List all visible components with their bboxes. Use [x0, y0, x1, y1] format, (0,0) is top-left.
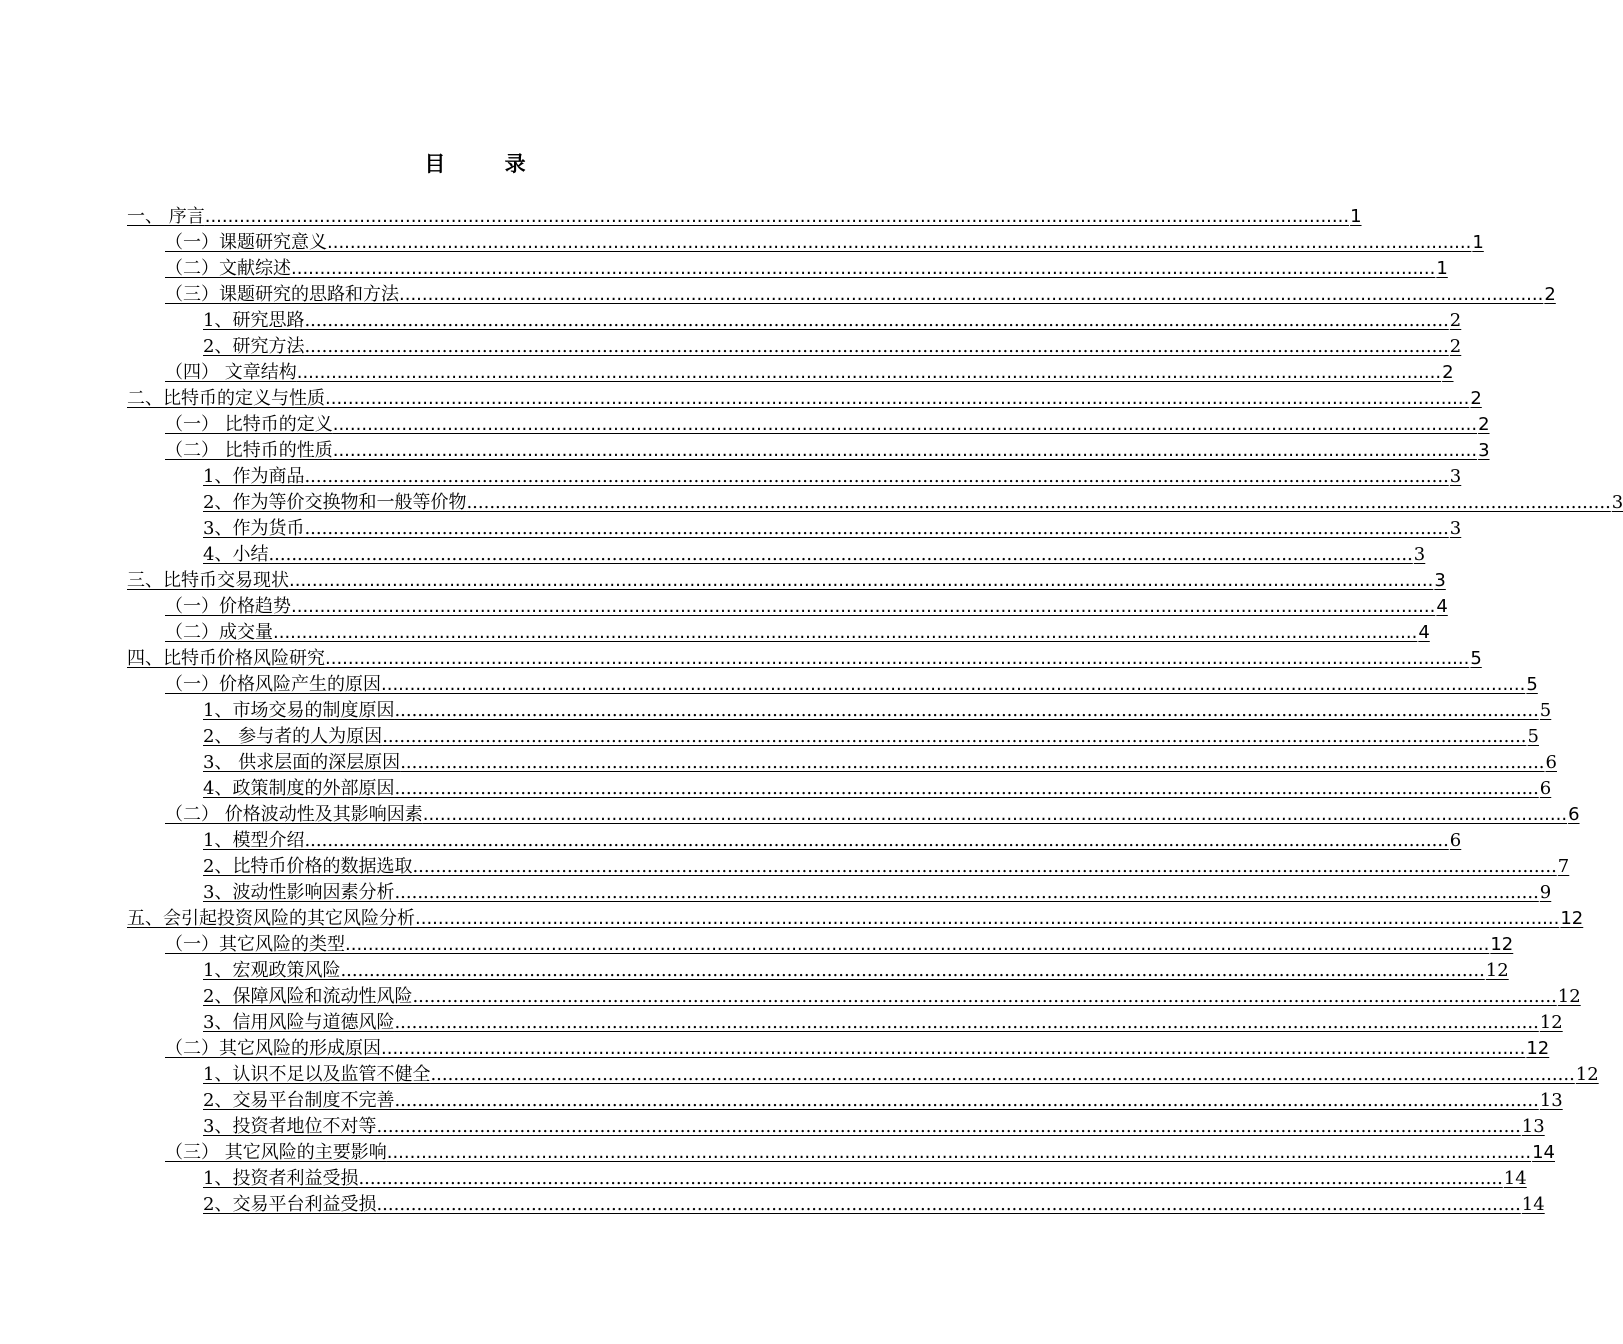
toc-entry-label: 3、投资者地位不对等 — [203, 1116, 377, 1137]
toc-entry-page-number: 1 — [1436, 258, 1448, 279]
toc-entry[interactable] — [203, 542, 1426, 568]
toc-entry[interactable] — [203, 308, 1462, 334]
toc-dot-leader: ........................................................................................................................................................................................................ — [412, 986, 1557, 1007]
toc-dot-leader: ........................................................................................................................................................................................................ — [394, 882, 1539, 903]
toc-entry[interactable] — [165, 438, 1490, 464]
toc-dot-leader: ........................................................................................................................................................................................................ — [340, 960, 1485, 981]
toc-dot-leader: ........................................................................................................................................................................................................ — [332, 414, 1478, 435]
toc-dot-leader: ........................................................................................................................................................................................................ — [304, 466, 1449, 487]
toc-entry[interactable] — [165, 282, 1556, 308]
toc-entry[interactable] — [127, 568, 1446, 594]
toc-dot-leader: ........................................................................................................................................................................................................ — [304, 310, 1449, 331]
toc-entry[interactable] — [203, 698, 1552, 724]
toc-dot-leader: ........................................................................................................................................................................................................ — [325, 388, 1470, 409]
toc-entry-label: 3、 供求层面的深层原因 — [203, 752, 401, 773]
toc-entry[interactable] — [203, 516, 1462, 542]
toc-entry[interactable] — [203, 334, 1462, 360]
toc-entry[interactable] — [203, 854, 1570, 880]
toc-dot-leader: ........................................................................................................................................................................................................ — [394, 778, 1539, 799]
toc-entry-page-number: 1 — [1472, 232, 1484, 253]
toc-entry[interactable] — [203, 1062, 1599, 1088]
toc-entry-page-number: 14 — [1503, 1168, 1527, 1189]
toc-entry[interactable] — [165, 932, 1514, 958]
toc-dot-leader: ........................................................................................................................................................................................................ — [381, 674, 1526, 695]
toc-dot-leader: ........................................................................................................................................................................................................ — [268, 544, 1413, 565]
toc-dot-leader: ........................................................................................................................................................................................................ — [394, 1012, 1539, 1033]
toc-entry-label: 2、比特币价格的数据选取 — [203, 856, 413, 877]
toc-dot-leader: ........................................................................................................................................................................................................ — [273, 622, 1418, 643]
toc-entry-page-number: 6 — [1545, 752, 1557, 773]
toc-entry-label: 1、宏观政策风险 — [203, 960, 341, 981]
toc-entry-page-number: 3 — [1434, 570, 1446, 591]
toc-entry-page-number: 2 — [1470, 388, 1482, 409]
toc-entry[interactable] — [203, 464, 1462, 490]
toc-entry-page-number: 5 — [1526, 674, 1538, 695]
toc-entry[interactable] — [165, 620, 1430, 646]
toc-entry[interactable] — [203, 1010, 1563, 1036]
toc-entry[interactable] — [203, 1114, 1545, 1140]
toc-entry-page-number: 3 — [1449, 518, 1462, 539]
toc-entry-label: 4、政策制度的外部原因 — [203, 778, 395, 799]
toc-entry-label: 1、作为商品 — [203, 466, 305, 487]
toc-entry-label: 3、波动性影响因素分析 — [203, 882, 395, 903]
toc-entry[interactable] — [203, 750, 1557, 776]
toc-entry-page-number: 1 — [1350, 206, 1362, 227]
toc-entry-page-number: 9 — [1539, 882, 1552, 903]
toc-entry-label: 2、作为等价交换物和一般等价物 — [203, 492, 467, 513]
toc-entry-label: 五、会引起投资风险的其它风险分析 — [127, 908, 415, 929]
toc-dot-leader: ........................................................................................................................................................................................................ — [422, 804, 1568, 825]
toc-entry[interactable] — [203, 776, 1552, 802]
toc-entry-page-number: 5 — [1470, 648, 1482, 669]
toc-entry-page-number: 12 — [1557, 986, 1581, 1007]
toc-dot-leader: ........................................................................................................................................................................................................ — [358, 1168, 1503, 1189]
toc-entry[interactable] — [127, 906, 1584, 932]
toc-entry-page-number: 4 — [1436, 596, 1448, 617]
toc-entry-label: 2、 参与者的人为原因 — [203, 726, 383, 747]
toc-entry-label: （一）课题研究意义 — [165, 232, 327, 253]
toc-entry-page-number: 12 — [1560, 908, 1584, 929]
toc-entry-page-number: 3 — [1478, 440, 1490, 461]
toc-entry-page-number: 13 — [1521, 1116, 1545, 1137]
toc-entry-page-number: 2 — [1442, 362, 1454, 383]
toc-dot-leader: ........................................................................................................................................................................................................ — [466, 492, 1611, 513]
toc-entry-label: （一）价格趋势 — [165, 596, 291, 617]
toc-entry[interactable] — [203, 984, 1581, 1010]
toc-dot-leader: ........................................................................................................................................................................................................ — [376, 1194, 1521, 1215]
toc-dot-leader: ........................................................................................................................................................................................................ — [204, 206, 1350, 227]
toc-entry-page-number: 12 — [1490, 934, 1514, 955]
toc-dot-leader: ........................................................................................................................................................................................................ — [304, 830, 1449, 851]
toc-entry[interactable] — [165, 412, 1490, 438]
toc-entry-label: （三）课题研究的思路和方法 — [165, 284, 399, 305]
toc-entry-page-number: 2 — [1544, 284, 1556, 305]
toc-entry[interactable] — [165, 230, 1484, 256]
toc-entry-label: （一）价格风险产生的原因 — [165, 674, 381, 695]
toc-entry[interactable] — [203, 1088, 1563, 1114]
toc-entry[interactable] — [165, 594, 1448, 620]
toc-entry-label: 1、研究思路 — [203, 310, 305, 331]
toc-entry[interactable] — [165, 672, 1538, 698]
toc-entry-page-number: 14 — [1521, 1194, 1545, 1215]
toc-dot-leader: ........................................................................................................................................................................................................ — [381, 1038, 1526, 1059]
toc-entry-label: 3、信用风险与道德风险 — [203, 1012, 395, 1033]
toc-entry-label: （二） 比特币的性质 — [165, 440, 333, 461]
toc-entry-label: 1、市场交易的制度原因 — [203, 700, 395, 721]
toc-entry-page-number: 3 — [1413, 544, 1426, 565]
toc-entry-label: 4、小结 — [203, 544, 269, 565]
toc-dot-leader: ........................................................................................................................................................................................................ — [415, 908, 1560, 929]
toc-entry-page-number: 6 — [1449, 830, 1462, 851]
toc-entry-label: 1、模型介绍 — [203, 830, 305, 851]
toc-entry-label: （二）文献综述 — [165, 258, 291, 279]
toc-entry[interactable] — [165, 802, 1580, 828]
toc-entry-label: 2、研究方法 — [203, 336, 305, 357]
toc-entry-page-number: 12 — [1575, 1064, 1599, 1085]
toc-entry-label: 2、保障风险和流动性风险 — [203, 986, 413, 1007]
toc-entry[interactable] — [203, 490, 1623, 516]
toc-dot-leader: ........................................................................................................................................................................................................ — [304, 518, 1449, 539]
toc-entry-label: 一、 序言 — [127, 206, 205, 227]
toc-dot-leader: ........................................................................................................................................................................................................ — [399, 284, 1544, 305]
toc-entry[interactable] — [165, 1036, 1550, 1062]
toc-entry-page-number: 14 — [1532, 1142, 1555, 1163]
toc-entry-page-number: 3 — [1611, 492, 1623, 513]
toc-dot-leader: ........................................................................................................................................................................................................ — [386, 1142, 1532, 1163]
toc-dot-leader: ........................................................................................................................................................................................................ — [382, 726, 1527, 747]
toc-dot-leader: ........................................................................................................................................................................................................ — [430, 1064, 1575, 1085]
toc-dot-leader: ........................................................................................................................................................................................................ — [394, 700, 1539, 721]
toc-entry-page-number: 6 — [1568, 804, 1580, 825]
toc-dot-leader: ........................................................................................................................................................................................................ — [304, 336, 1449, 357]
toc-entry-label: （二）其它风险的形成原因 — [165, 1038, 381, 1059]
toc-entry-label: 1、投资者利益受损 — [203, 1168, 359, 1189]
toc-entry[interactable] — [203, 724, 1539, 750]
toc-entry-page-number: 2 — [1478, 414, 1490, 435]
toc-entry-label: 2、交易平台利益受损 — [203, 1194, 377, 1215]
toc-dot-leader: ........................................................................................................................................................................................................ — [345, 934, 1490, 955]
toc-dot-leader: ........................................................................................................................................................................................................ — [289, 570, 1434, 591]
toc-entry[interactable] — [203, 1166, 1527, 1192]
toc-dot-leader: ........................................................................................................................................................................................................ — [325, 648, 1470, 669]
toc-entry-label: （一） 比特币的定义 — [165, 414, 333, 435]
toc-entry[interactable] — [165, 360, 1454, 386]
toc-entry-page-number: 2 — [1449, 310, 1462, 331]
toc-entry[interactable] — [165, 256, 1448, 282]
toc-title: 目 录 — [424, 152, 552, 176]
toc-entry-label: （四） 文章结构 — [165, 362, 297, 383]
toc-entry-page-number: 12 — [1539, 1012, 1563, 1033]
toc-entry-label: （一）其它风险的类型 — [165, 934, 345, 955]
toc-entry-label: 三、比特币交易现状 — [127, 570, 289, 591]
toc-entry[interactable] — [127, 204, 1362, 230]
toc-entry-page-number: 12 — [1526, 1038, 1550, 1059]
toc-entry-label: （三） 其它风险的主要影响 — [165, 1142, 387, 1163]
toc-entry-page-number: 4 — [1418, 622, 1430, 643]
toc-dot-leader: ........................................................................................................................................................................................................ — [400, 752, 1545, 773]
toc-entry[interactable] — [203, 958, 1509, 984]
toc-entry-page-number: 3 — [1449, 466, 1462, 487]
toc-entry-label: 2、交易平台制度不完善 — [203, 1090, 395, 1111]
toc-entry-label: 1、认识不足以及监管不健全 — [203, 1064, 431, 1085]
toc-dot-leader: ........................................................................................................................................................................................................ — [394, 1090, 1539, 1111]
toc-entry-page-number: 12 — [1485, 960, 1509, 981]
toc-dot-leader: ........................................................................................................................................................................................................ — [291, 258, 1436, 279]
toc-entry-page-number: 6 — [1539, 778, 1552, 799]
toc-entry-page-number: 7 — [1557, 856, 1570, 877]
toc-entry-page-number: 2 — [1449, 336, 1462, 357]
toc-entry[interactable] — [203, 1192, 1545, 1218]
toc-dot-leader: ........................................................................................................................................................................................................ — [332, 440, 1478, 461]
toc-entry-label: （二） 价格波动性及其影响因素 — [165, 804, 423, 825]
toc-dot-leader: ........................................................................................................................................................................................................ — [296, 362, 1442, 383]
toc-dot-leader: ........................................................................................................................................................................................................ — [376, 1116, 1521, 1137]
toc-entry-page-number: 5 — [1527, 726, 1539, 747]
toc-entry-label: 四、比特币价格风险研究 — [127, 648, 325, 669]
toc-entry-page-number: 13 — [1539, 1090, 1563, 1111]
toc-dot-leader: ........................................................................................................................................................................................................ — [327, 232, 1472, 253]
toc-entry[interactable] — [127, 386, 1482, 412]
toc-dot-leader: ........................................................................................................................................................................................................ — [291, 596, 1436, 617]
toc-entry-label: 3、作为货币 — [203, 518, 305, 539]
toc-entry[interactable] — [127, 646, 1482, 672]
toc-dot-leader: ........................................................................................................................................................................................................ — [412, 856, 1557, 877]
toc-entry[interactable] — [203, 880, 1552, 906]
toc-entry-label: （二）成交量 — [165, 622, 273, 643]
toc-entry-page-number: 5 — [1539, 700, 1552, 721]
toc-entry[interactable] — [203, 828, 1462, 854]
toc-entry[interactable] — [165, 1140, 1555, 1166]
toc-entry-label: 二、比特币的定义与性质 — [127, 388, 325, 409]
